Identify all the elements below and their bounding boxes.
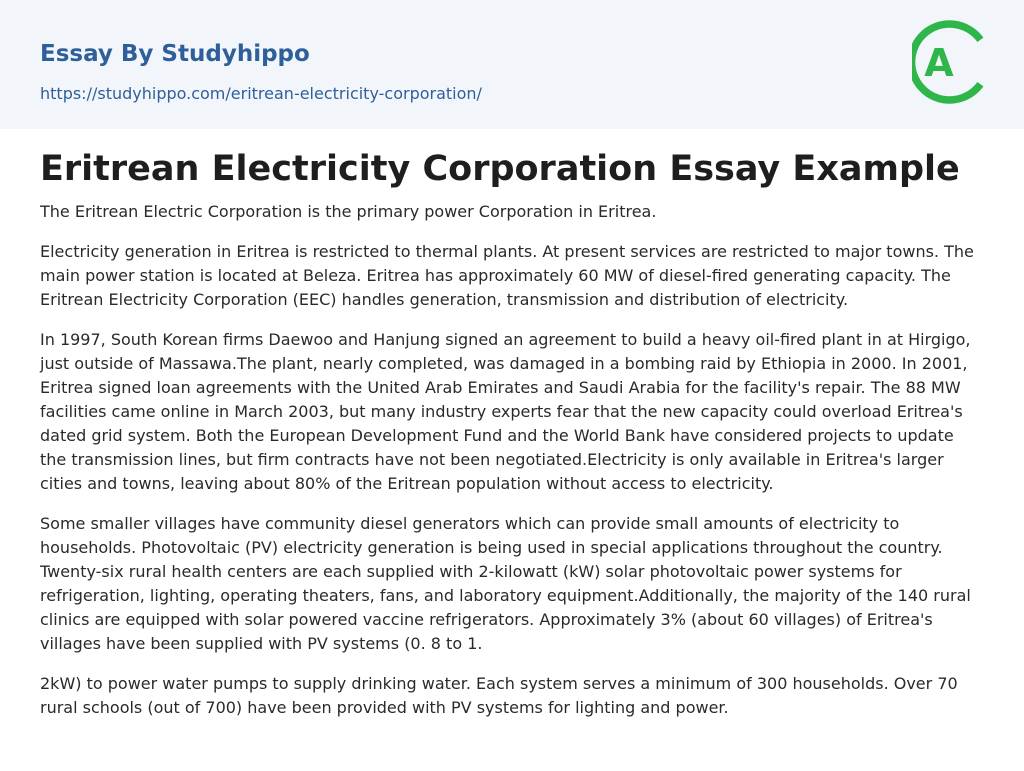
paragraph-4: Some smaller villages have community diesel generators which can provide small amounts of electricity to households. Photovoltaic (PV) electricity generation is being used in special applications throughout the country. Twenty-six rural health centers are each supplied with 2-kilowatt (kW) solar photovoltaic power systems for refrigeration, lighting, operating theaters, fans, and laboratory equipment.Additionally, the majority of the 140 rural clinics are equipped with solar powered vaccine refrigerators. Approximately 3% (about 60 villages) of Eritrea's villages have been supplied with PV systems (0. 8 to 1. — [40, 514, 971, 653]
site-brand[interactable]: Essay By Studyhippo — [40, 41, 310, 67]
paragraph-3: In 1997, South Korean firms Daewoo and Hanjung signed an agreement to build a heavy oil-fired plant in at Hirgigo, just outside of Massawa.The plant, nearly completed, was damaged in a bombing raid by Ethiopia in 2000. In 2001, Eritrea signed loan agreements with the United Arab Emirates and Saudi Arabia for the facility's repair. The 88 MW facilities came online in March 2003, but many industry experts fear that the new capacity could overload Eritrea's dated grid system. Both the European Development Fund and the World Bank have considered projects to update the transmission lines, but firm contracts have not been negotiated.Electricity is only available in Eritrea's larger cities and towns, leaving about 80% of the Eritrean population without access to electricity. — [40, 330, 971, 493]
site-header — [0, 0, 1024, 129]
paragraph-5: 2kW) to power water pumps to supply drinking water. Each system serves a minimum of 300 households. Over 70 rural schools (out of 700) have been provided with PV systems for lighting and power. — [40, 674, 958, 717]
logo-letter: A — [924, 41, 954, 85]
studyhippo-logo-icon[interactable] — [912, 18, 988, 106]
article-url-link[interactable]: https://studyhippo.com/eritrean-electricity-corporation/ — [40, 84, 482, 103]
page-title: Eritrean Electricity Corporation Essay Example — [40, 149, 960, 189]
paragraph-1: The Eritrean Electric Corporation is the primary power Corporation in Eritrea. — [40, 202, 657, 221]
article-body — [0, 129, 1024, 720]
paragraph-2: Electricity generation in Eritrea is restricted to thermal plants. At present services are restricted to major towns. The main power station is located at Beleza. Eritrea has approximately 60 MW of diesel-fired generating capacity. The Eritrean Electricity Corporation (EEC) handles generation, transmission and distribution of electricity. — [40, 242, 974, 309]
